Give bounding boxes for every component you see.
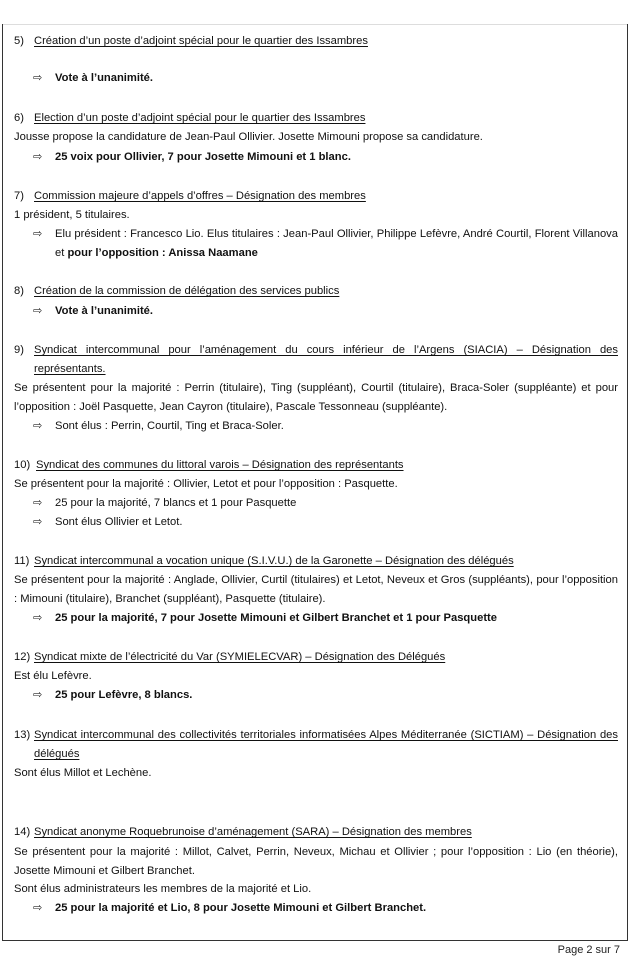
section-10-bullet-2 xyxy=(33,513,618,532)
arrow-right-outline-icon: ⇨ xyxy=(33,902,43,914)
section-number: 7) xyxy=(14,190,24,202)
arrow-right-outline-icon: ⇨ xyxy=(33,420,43,432)
bullet-text: 25 voix pour Ollivier, 7 pour Josette Mimouni et 1 blanc. xyxy=(55,151,351,163)
section-10-body: Se présentent pour la majorité : Ollivier, Letot et pour l’opposition : Pasquette. xyxy=(14,478,398,490)
section-9-heading xyxy=(14,341,618,379)
section-8-heading xyxy=(14,282,618,301)
section-11-heading xyxy=(14,552,618,571)
section-title: Syndicat intercommunal a vocation unique (S.I.V.U.) de la Garonette – Désignation des délégués xyxy=(34,555,514,567)
section-14-bullet xyxy=(33,899,618,918)
section-number: 8) xyxy=(14,285,24,297)
section-13-heading xyxy=(14,726,618,764)
section-5-bullet xyxy=(33,69,618,88)
section-title: Syndicat mixte de l’électricité du Var (SYMIELECVAR) – Désignation des Délégués xyxy=(34,651,446,663)
section-number: 10) xyxy=(14,459,31,471)
section-title: Création de la commission de délégation des services publics xyxy=(34,285,340,297)
section-5-heading xyxy=(14,32,618,51)
section-number: 12) xyxy=(14,651,31,663)
bullet-text-bold: pour l’opposition : Anissa Naamane xyxy=(67,247,258,259)
arrow-right-outline-icon: ⇨ xyxy=(33,228,43,240)
arrow-right-outline-icon: ⇨ xyxy=(33,305,43,317)
bullet-text: Sont élus : Perrin, Courtil, Ting et Braca-Soler. xyxy=(55,420,284,432)
bullet-text: 25 pour la majorité, 7 pour Josette Mimouni et Gilbert Branchet et 1 pour Pasquette xyxy=(55,612,497,624)
section-7-body: 1 président, 5 titulaires. xyxy=(14,209,130,221)
bullet-text: Vote à l’unanimité. xyxy=(55,72,154,84)
section-12-heading xyxy=(14,648,618,667)
section-7-heading xyxy=(14,187,618,206)
arrow-right-outline-icon: ⇨ xyxy=(33,497,43,509)
bullet-text: 25 pour Lefèvre, 8 blancs. xyxy=(55,689,193,701)
section-title: Syndicat anonyme Roquebrunoise d’aménagement (SARA) – Désignation des membres xyxy=(34,826,472,838)
section-9-bullet xyxy=(33,417,618,436)
section-6-bullet xyxy=(33,148,618,167)
section-8-bullet xyxy=(33,302,618,321)
section-title: Syndicat intercommunal pour l’aménagement du cours inférieur de l’Argens (SIACIA) – Désignation des représentants. xyxy=(34,344,618,375)
arrow-right-outline-icon: ⇨ xyxy=(33,612,43,624)
section-number: 13) xyxy=(14,729,31,741)
section-number: 6) xyxy=(14,112,24,124)
bullet-text: 25 pour la majorité, 7 blancs et 1 pour Pasquette xyxy=(55,497,297,509)
section-6-body: Jousse propose la candidature de Jean-Paul Ollivier. Josette Mimouni propose sa candidature. xyxy=(14,131,483,143)
arrow-right-outline-icon: ⇨ xyxy=(33,151,43,163)
arrow-right-outline-icon: ⇨ xyxy=(33,689,43,701)
section-11-body: Se présentent pour la majorité : Anglade, Ollivier, Curtil (titulaires) et Letot, Neveux et Gros (suppléants), pour l’opposition : Mimouni (titulaire), Branchet (suppléant), Pasquette (titulaire). xyxy=(14,574,618,605)
section-number: 11) xyxy=(14,555,30,567)
section-12-body: Est élu Lefèvre. xyxy=(14,670,92,682)
section-10-bullet-1 xyxy=(33,494,618,513)
section-14-heading xyxy=(14,823,618,842)
bullet-text-regular: Elu président : Francesco Lio. Elus titulaires : Jean-Paul Ollivier, Philippe Lefèvre, André Courtil, Florent Villanova et xyxy=(55,228,618,259)
section-14-body: Se présentent pour la majorité : Millot, Calvet, Perrin, Neveux, Michau et Ollivier ; pour l’opposition : Lio (en théorie), Josette Mimouni et Gilbert Branchet. xyxy=(14,846,618,877)
section-14-body-2: Sont élus administrateurs les membres de la majorité et Lio. xyxy=(14,883,312,895)
section-7-bullet xyxy=(33,225,618,263)
arrow-right-outline-icon: ⇨ xyxy=(33,516,43,528)
section-9-body: Se présentent pour la majorité : Perrin (titulaire), Ting (suppléant), Courtil (titulaire), Braca-Soler (suppléante) et pour l’opposition : Joël Pasquette, Jean Cayron (titulaire), Pascale Tessonneau (suppléante). xyxy=(14,382,618,413)
bullet-text: 25 pour la majorité et Lio, 8 pour Josette Mimouni et Gilbert Branchet. xyxy=(55,902,427,914)
section-6-heading xyxy=(14,109,618,128)
bullet-text: Vote à l’unanimité. xyxy=(55,305,154,317)
section-12-bullet xyxy=(33,686,618,705)
bullet-text: Sont élus Ollivier et Letot. xyxy=(55,516,183,528)
section-title: Election d’un poste d’adjoint spécial pour le quartier des Issambres xyxy=(34,112,366,124)
section-11-bullet xyxy=(33,609,618,628)
arrow-right-outline-icon: ⇨ xyxy=(33,72,43,84)
bullet-text xyxy=(55,225,618,263)
page-number: Page 2 sur 7 xyxy=(557,944,620,956)
section-title: Syndicat des communes du littoral varois – Désignation des représentants xyxy=(36,459,404,471)
section-number: 14) xyxy=(14,826,31,838)
section-10-heading xyxy=(14,456,618,475)
section-title: Syndicat intercommunal des collectivités territoriales informatisées Alpes Méditerranée (SICTIAM) – Désignation des délégués xyxy=(34,729,618,760)
section-number: 5) xyxy=(14,35,24,47)
section-title: Commission majeure d’appels d’offres – Désignation des membres xyxy=(34,190,366,202)
section-number: 9) xyxy=(14,344,24,356)
section-13-body: Sont élus Millot et Lechène. xyxy=(14,767,152,779)
section-title: Création d’un poste d’adjoint spécial pour le quartier des Issambres xyxy=(34,35,368,47)
